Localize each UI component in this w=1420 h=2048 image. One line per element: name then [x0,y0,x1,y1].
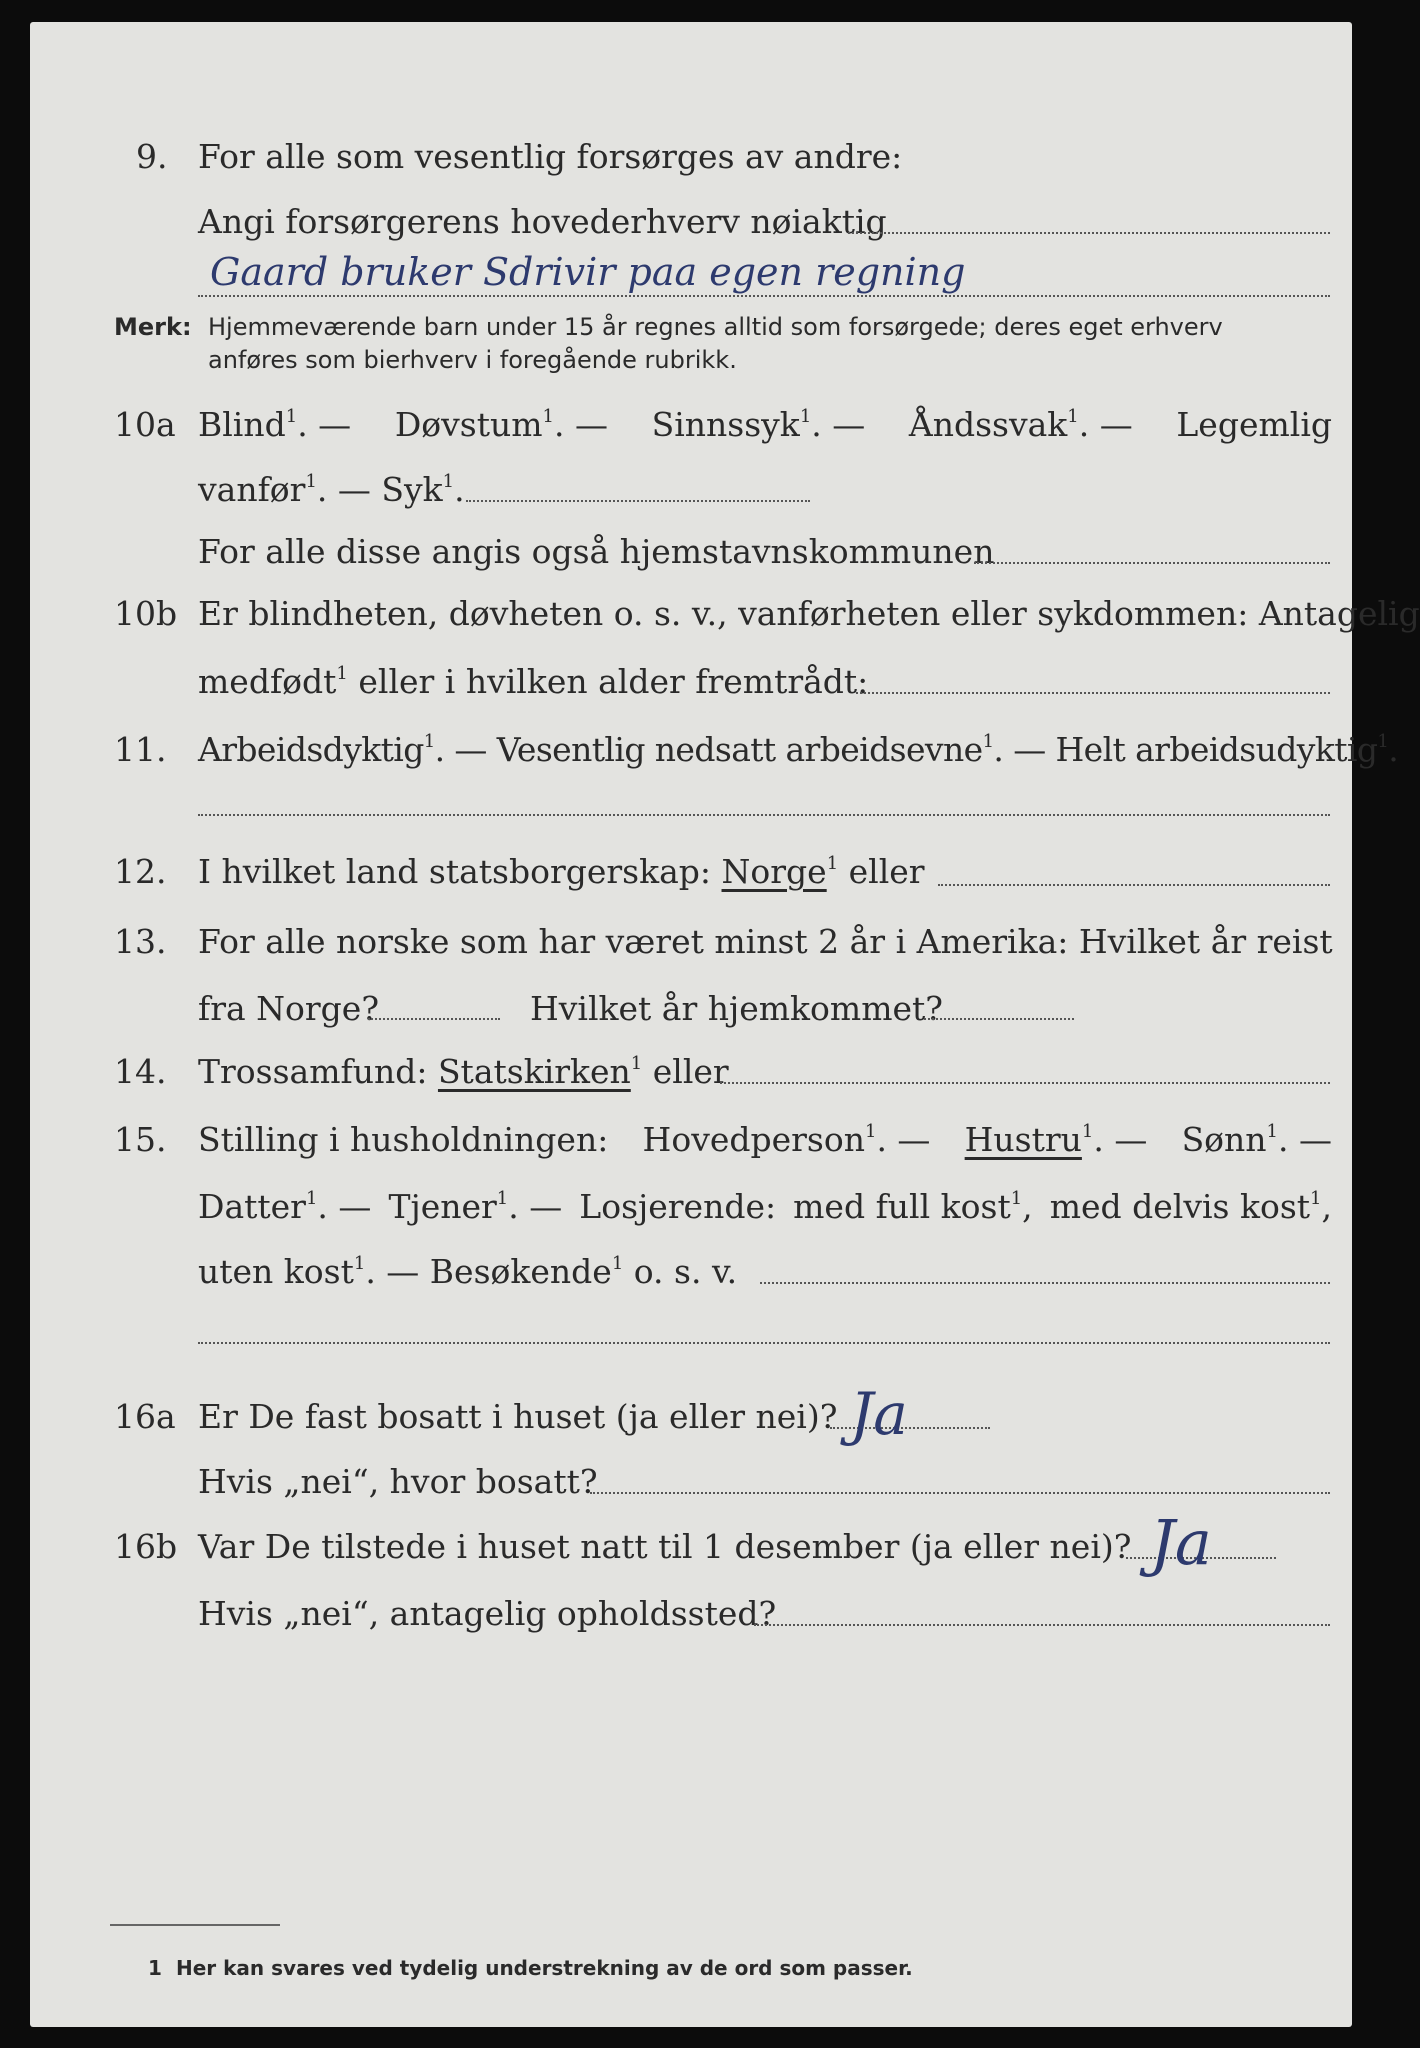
q11-options-row: Arbeidsdyktig$^1$. — Vesentlig nedsatt arbeidsevne$^1$. — Helt arbeidsudyktig$^1$. [198,730,1399,769]
q13-reist-line [368,1018,500,1020]
q12-number: 12. [114,852,167,891]
q13-line2a: fra Norge? [198,989,380,1028]
q16b-line1: Var De tilstede i huset natt til 1 desember (ja eller nei)? [198,1527,1132,1566]
q15-opt-datter: Datter [198,1187,306,1226]
q12-line: I hvilket land statsborgerskap: Norge$^1$ eller [198,852,925,891]
q9-answer-line [198,295,1330,297]
q10a-opt-blind: Blind [198,405,286,444]
q10a-line3: For alle disse angis også hjemstavnskommunen [198,532,995,571]
q13-hjemkommet-line [924,1018,1074,1020]
q14-fill-line [720,1082,1330,1084]
q16a-number: 16a [114,1397,176,1436]
merk-line1: Hjemmeværende barn under 15 år regnes alltid som forsørgede; deres eget erhverv [208,313,1223,341]
q14-number: 14. [114,1052,167,1091]
q15-opt-tjener: Tjener [388,1187,497,1226]
q15-extra-line [198,1342,1330,1344]
census-form-sheet [30,22,1420,2027]
q9-fill-line [848,232,1330,234]
q10b-line1: Er blindheten, døvheten o. s. v., vanførheten eller sykdommen: Antagelig [198,594,1420,633]
q9-handwritten-answer: Gaard bruker Sdrivir paa egen regning [210,250,966,294]
q10a-opt-dovstum: Døvstum [394,405,543,444]
q10b-opt-medfodt: medfødt [198,662,337,701]
q9-line1: For alle som vesentlig forsørges av andre: [198,137,903,176]
q12-opt-norge: Norge [721,852,827,891]
q14-opt-statskirken: Statskirken [437,1052,631,1091]
q15-opt-uten-kost: uten kost [198,1252,354,1291]
merk-line2: anføres som bierhverv i foregående rubrikk. [208,346,737,374]
q10a-opt-sinnssyk: Sinnssyk [651,405,800,444]
q15-opt-hovedperson: Hovedperson [642,1120,865,1159]
q14-line: Trossamfund: Statskirken$^1$ eller [198,1052,729,1091]
q9-line2: Angi forsørgerens hovederhverv nøiaktig [198,202,887,241]
q10a-hjemstavn-line [974,562,1330,564]
q15-line1: Stilling i husholdningen: Hovedperson$^1$. — Hustru$^1$. — Sønn$^1$. — [198,1120,1332,1159]
q16a-line2: Hvis „nei“, hvor bosatt? [198,1462,598,1501]
q10a-opt-legemlig: Legemlig [1176,405,1332,444]
q10a-line2: vanfør$^1$. — Syk$^1$. [198,470,465,509]
q15-opt-sonn: Sønn [1181,1120,1267,1159]
q16b-number: 16b [114,1527,178,1566]
q11-opt-udyktig: Helt arbeidsudyktig [1055,730,1378,769]
q11-opt-nedsatt: Vesentlig nedsatt arbeidsevne [496,730,983,769]
q10a-number: 10a [114,405,176,444]
q11-opt-arbeidsdyktig: Arbeidsdyktig [198,730,424,769]
merk-label: Merk: [114,313,192,341]
footnote-rule [110,1924,280,1926]
q10b-line2: medfødt$^1$ eller i hvilken alder fremtrådt: [198,662,869,701]
q16a-handwritten-answer: Ja [850,1380,908,1448]
q15-opt-hustru: Hustru [964,1120,1082,1159]
q13-line2b: Hvilket år hjemkommet? [530,989,943,1028]
q15-number: 15. [114,1120,167,1159]
q9-number: 9. [136,137,168,176]
q16b-handwritten-answer: Ja [1150,1506,1212,1579]
q15-opt-losjerende: Losjerende: [579,1187,777,1226]
q10a-opt-vanfor: vanfør [198,470,306,509]
q10a-opt-syk: Syk [381,470,443,509]
q15-opt-besokende: Besøkende [429,1252,612,1291]
q16b-line2: Hvis „nei“, antagelig opholdssted? [198,1594,777,1633]
q16b-opholdssted-line [754,1624,1330,1626]
q10a-fill-line [466,500,810,502]
q10b-fill-line [856,692,1330,694]
q15-fill-line [760,1282,1330,1284]
q15-line3: uten kost$^1$. — Besøkende$^1$ o. s. v. [198,1252,738,1291]
q10b-number: 10b [114,594,178,633]
q13-number: 13. [114,922,167,961]
footnote-marker: 1 [148,1956,162,1980]
q12-fill-line [938,884,1330,886]
q15-opt-delvis-kost: med delvis kost [1049,1187,1311,1226]
q10a-options-row: Blind$^1$. — Døvstum$^1$. — Sinnssyk$^1$. — Åndssvak$^1$. — Legemlig [198,405,1332,444]
q16a-line1: Er De fast bosatt i huset (ja eller nei)? [198,1397,838,1436]
footnote-text: Her kan svares ved tydelig understrekning av de ord som passer. [176,1956,913,1980]
q11-number: 11. [114,730,167,769]
q16a-bosatt-line [590,1492,1330,1494]
q10a-opt-andssvak: Åndssvak [908,405,1068,444]
q11-fill-line [198,814,1330,816]
q15-opt-full-kost: med full kost [793,1187,1011,1226]
q13-line1: For alle norske som har været minst 2 år i Amerika: Hvilket år reist [198,922,1333,961]
q15-line2: Datter$^1$. — Tjener$^1$. — Losjerende: med full kost$^1$, med delvis kost$^1$, [198,1187,1332,1226]
